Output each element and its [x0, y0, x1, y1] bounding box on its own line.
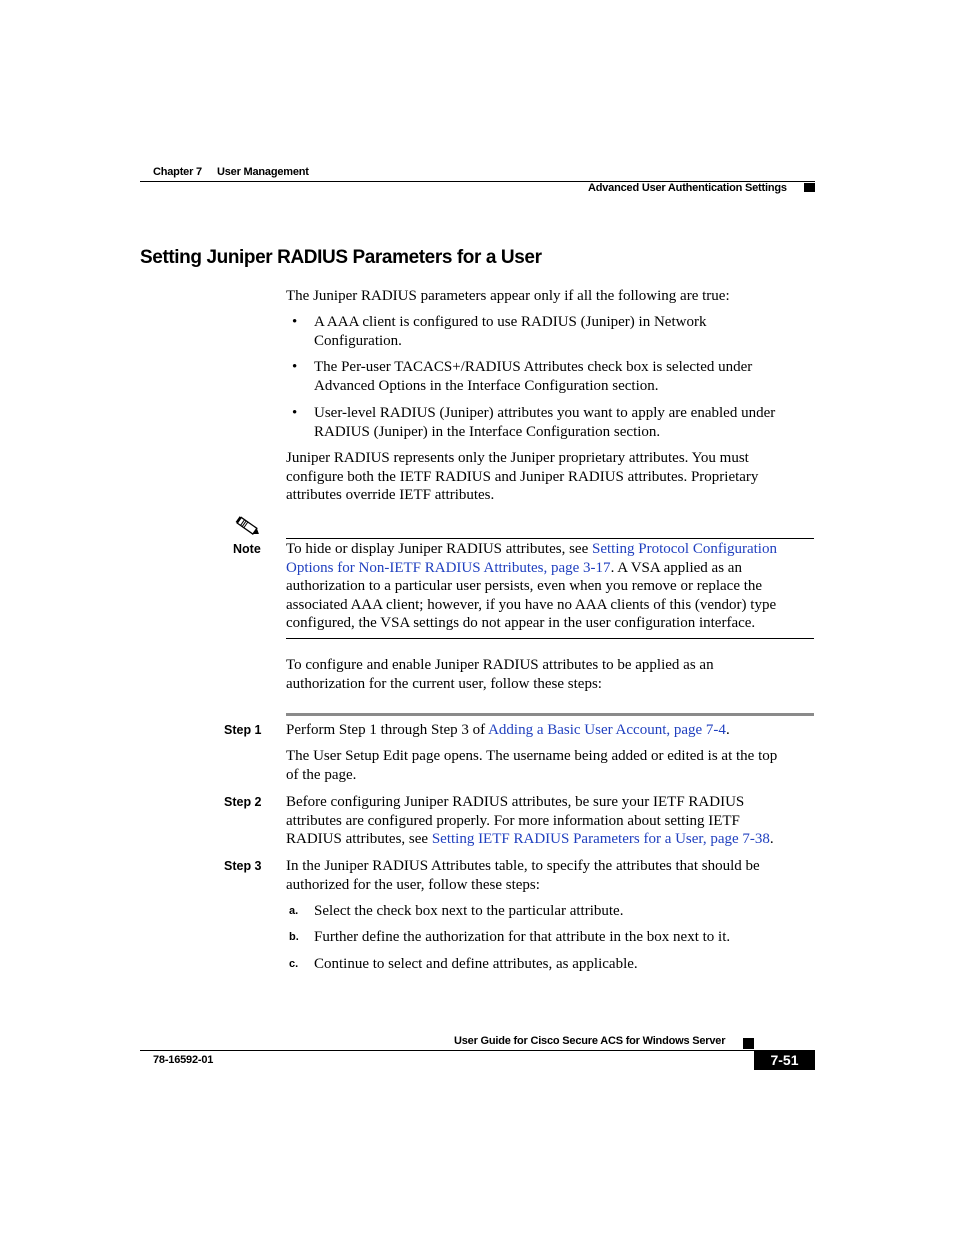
link-setting-ietf-radius-parameters[interactable]: Setting IETF RADIUS Parameters for a User, page 7-38 [431, 831, 770, 848]
footer-doc-number: 78-16592-01 [153, 1054, 214, 1066]
footer-guide-title: User Guide for Cisco Secure ACS for Windows Server [454, 1035, 726, 1047]
juniper-description: Juniper RADIUS represents only the Juniper proprietary attributes. You must configure both the IETF RADIUS and Juniper RADIUS attributes. Proprietary attributes override IETF attributes. [286, 450, 759, 504]
footer-block-marker [743, 1038, 754, 1049]
header-block-marker [804, 183, 815, 192]
page-title: Setting Juniper RADIUS Parameters for a User [140, 247, 542, 268]
note-bottom-rule [286, 638, 814, 639]
step-1-text: Perform Step 1 through Step 3 of Adding a Basic User Account, page 7-4. [286, 722, 730, 738]
substep-a-label: a. [289, 905, 299, 917]
substep-c-label: c. [289, 958, 299, 970]
link-setting-protocol-configuration[interactable]: Setting Protocol Configuration [591, 541, 777, 557]
step-2-text: Before configuring Juniper RADIUS attributes, be sure your IETF RADIUS attributes are configured properly. For more information about setting IETF RADIUS attributes, see Setting IETF RADIUS Parameters for a User, page 7-38. [286, 794, 774, 848]
step-3-label: Step 3 [224, 859, 262, 873]
pencil-note-icon [234, 514, 262, 545]
substep-b-label: b. [289, 931, 299, 943]
step-2-label: Step 2 [224, 795, 262, 809]
step-1-label: Step 1 [224, 723, 262, 737]
substep-a-text: Select the check box next to the particular attribute. [314, 903, 624, 919]
note-body: To hide or display Juniper RADIUS attributes, see Setting Protocol Configuration Options for Non-IETF RADIUS Attributes, page 3-17. A VSA applied as an authorization to a particular user persists, even when you remove or replace the associated AAA client; however, if you have no AAA clients of this (vendor) type configured, the VSA settings do not appear in the user configuration interface. [286, 541, 777, 632]
substep-b-text: Further define the authorization for that attribute in the box next to it. [314, 929, 731, 945]
substep-c-text: Continue to select and define attributes, as applicable. [314, 956, 638, 972]
footer-rule [140, 1050, 815, 1051]
note-label: Note [233, 542, 261, 556]
header-chapter-title: User Management [217, 166, 309, 178]
procedure-rule [286, 713, 814, 716]
intro-paragraph: The Juniper RADIUS parameters appear only if all the following are true: [286, 288, 730, 304]
header-section: Advanced User Authentication Settings [588, 182, 787, 194]
link-adding-basic-user-account[interactable]: Adding a Basic User Account, page 7-4 [488, 722, 726, 738]
chapter-number: Chapter 7 [153, 166, 202, 178]
note-top-rule [286, 538, 814, 539]
procedure-intro: To configure and enable Juniper RADIUS attributes to be applied as an authorization for the current user, follow these steps: [286, 657, 714, 692]
step-3-text: In the Juniper RADIUS Attributes table, to specify the attributes that should be authorized for the user, follow these steps: [286, 858, 760, 893]
link-setting-protocol-configuration-cont[interactable]: Options for Non-IETF RADIUS Attributes, page 3-17 [286, 559, 611, 576]
page-number: 7-51 [754, 1050, 815, 1070]
step-1-detail: The User Setup Edit page opens. The username being added or edited is at the top of the page. [286, 748, 778, 783]
header-chapter [153, 166, 202, 178]
